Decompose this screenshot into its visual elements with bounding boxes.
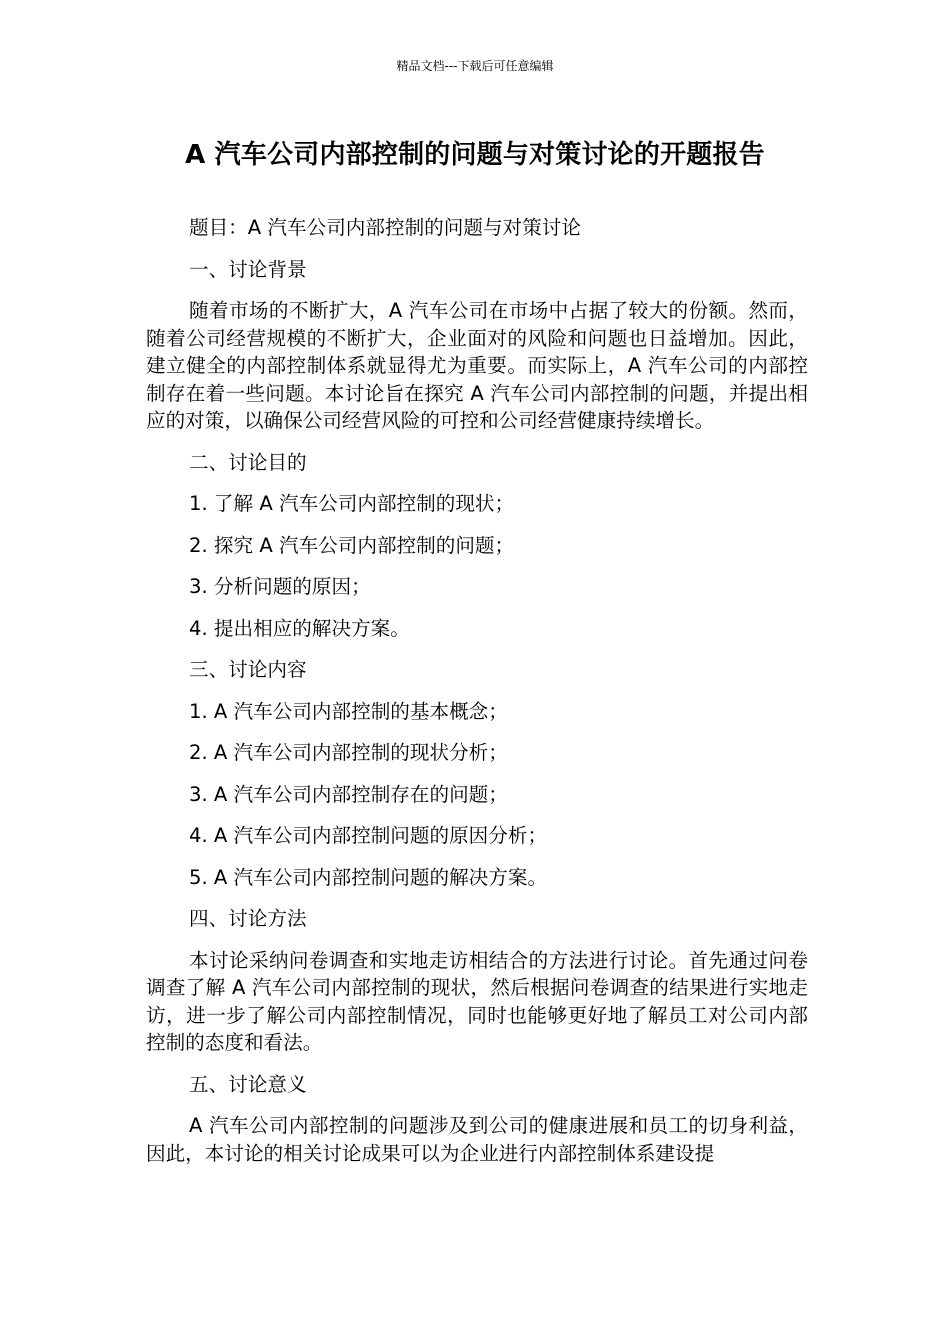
background-paragraph: 随着市场的不断扩大，A 汽车公司在市场中占据了较大的份额。然而，随着公司经营规模的不断扩大，企业面对的风险和问题也日益增加。因此，建立健全的内部控制体系就显得尤为重要。而实际上，A 汽车公司的内部控制存在着一些问题。本讨论旨在探究 A 汽车公司内部控制的问题，并提出相应的对策，以确保公司经营风险的可控和公司经营健康持续增长。: [146, 299, 808, 432]
method-paragraph: 本讨论采纳问卷调查和实地走访相结合的方法进行讨论。首先通过问卷调查了解 A 汽车公司内部控制的现状，然后根据问卷调查的结果进行实地走访，进一步了解公司内部控制情况，同时也能够更好地了解员工对公司内部控制的态度和看法。: [146, 948, 808, 1054]
document-body: [146, 214, 808, 1181]
section-heading-method: 四、讨论方法: [189, 907, 307, 930]
section-heading-purpose: 二、讨论目的: [189, 450, 307, 474]
content-item: 5. A 汽车公司内部控制问题的解决方案。: [189, 865, 548, 889]
purpose-item: 1. 了解 A 汽车公司内部控制的现状；: [189, 492, 515, 515]
topic-line: 题目：A 汽车公司内部控制的问题与对策讨论: [189, 216, 581, 239]
significance-paragraph: A 汽车公司内部控制的问题涉及到公司的健康进展和员工的切身利益，因此，本讨论的相关讨论成果可以为企业进行内部控制体系建设提: [146, 1114, 808, 1165]
purpose-item: 4. 提出相应的解决方案。: [189, 616, 410, 640]
section-heading-background: 一、讨论背景: [189, 257, 307, 281]
purpose-item: 3. 分析问题的原因；: [189, 575, 371, 598]
purpose-item: 2. 探究 A 汽车公司内部控制的问题；: [189, 533, 515, 557]
document-title: A 汽车公司内部控制的问题与对策讨论的开题报告: [185, 140, 765, 170]
content-item: 1. A 汽车公司内部控制的基本概念；: [189, 699, 508, 723]
section-heading-significance: 五、讨论意义: [189, 1072, 307, 1096]
page-header-note: 精品文档---下载后可任意编辑: [396, 59, 554, 73]
content-item: 3. A 汽车公司内部控制存在的问题；: [189, 782, 508, 806]
content-item: 4. A 汽车公司内部控制问题的原因分析；: [189, 824, 548, 847]
content-item: 2. A 汽车公司内部控制的现状分析；: [189, 741, 508, 764]
section-heading-content: 三、讨论内容: [189, 658, 307, 681]
